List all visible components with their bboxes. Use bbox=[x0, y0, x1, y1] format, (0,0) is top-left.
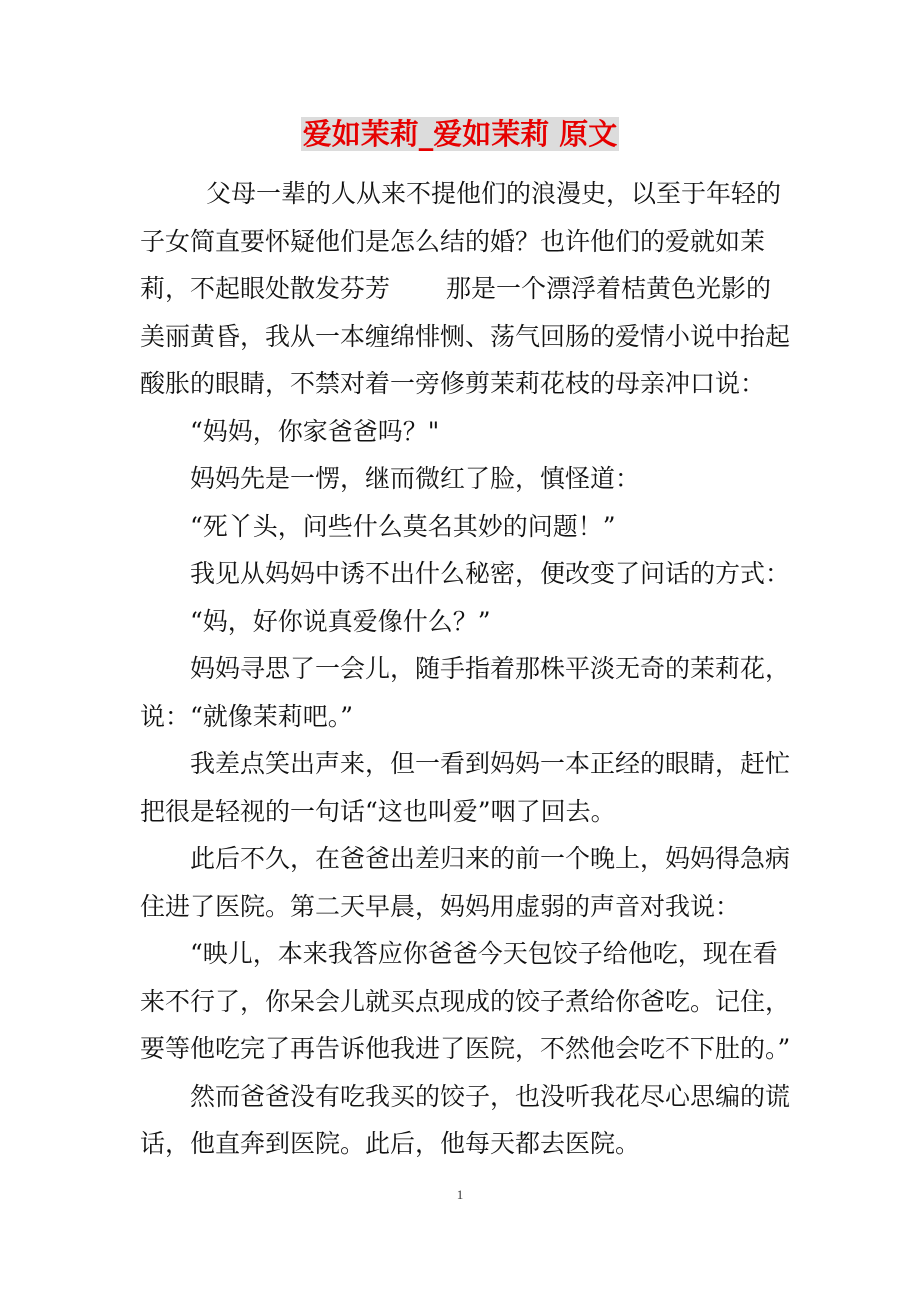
paragraph-line: 说：“就像茉莉吧。” bbox=[140, 701, 354, 731]
paragraph-line: 酸胀的眼睛，不禁对着一旁修剪茉莉花枝的母亲冲口说： bbox=[140, 369, 766, 398]
paragraph-line: 我见从妈妈中诱不出什么秘密，便改变了问话的方式： bbox=[190, 559, 791, 588]
paragraph-line: 然而爸爸没有吃我买的饺子，也没听我花尽心思编的谎 bbox=[190, 1081, 791, 1111]
page-number: 1 bbox=[456, 1187, 464, 1202]
paragraph-line: 父母一辈的人从来不提他们的浪漫史，以至于年轻的 bbox=[206, 179, 782, 208]
paragraph-line: 话，他直奔到医院。此后，他每天都去医院。 bbox=[140, 1129, 641, 1158]
paragraph-line: “妈妈，你家爸爸吗？" bbox=[190, 416, 440, 446]
document-title-text: 爱如茉莉_爱如茉莉 原文 bbox=[302, 117, 618, 151]
paragraph-line: 此后不久，在爸爸出差归来的前一个晚上，妈妈得急病 bbox=[190, 844, 791, 873]
paragraph-line: 要等他吃完了再告诉他我进了医院，不然他会吃不下肚的。” bbox=[140, 1034, 791, 1063]
paragraph-line bbox=[140, 265, 785, 313]
paragraph-line: 美丽黄昏，我从一本缠绵悱恻、荡气回肠的爱情小说中抬起 bbox=[140, 321, 791, 351]
paragraph-line: “映儿，本来我答应你爸爸今天包饺子给他吃，现在看 bbox=[190, 939, 778, 968]
paragraph-line: 我差点笑出声来，但一看到妈妈一本正经的眼睛，赶忙 bbox=[190, 749, 791, 778]
paragraph-line: 妈妈先是一愣，继而微红了脸，慎怪道： bbox=[190, 464, 641, 493]
line-segment: 莉，不起眼处散发芬芳 bbox=[140, 274, 391, 303]
paragraph-line: “妈，好你说真爱像什么？” bbox=[190, 606, 491, 636]
paragraph-line: 子女简直要怀疑他们是怎么结的婚？也许他们的爱就如茉 bbox=[140, 226, 766, 256]
paragraph-line: 妈妈寻思了一会儿，随手指着那株平淡无奇的茉莉花， bbox=[190, 654, 791, 683]
document-body bbox=[140, 170, 791, 1168]
paragraph-line: 把很是轻视的一句话“这也叫爱”咽了回去。 bbox=[140, 796, 616, 826]
document-title bbox=[0, 112, 920, 156]
paragraph-line: “死丫头，问些什么莫名其妙的问题！” bbox=[190, 511, 616, 541]
paragraph-line: 来不行了，你呆会儿就买点现成的饺子煮给你爸吃。记住， bbox=[140, 986, 791, 1016]
paragraph-line: 住进了医院。第二天早晨，妈妈用虚弱的声音对我说： bbox=[140, 891, 741, 921]
line-segment: 那是一个漂浮着桔黄色光影的 bbox=[446, 274, 772, 303]
